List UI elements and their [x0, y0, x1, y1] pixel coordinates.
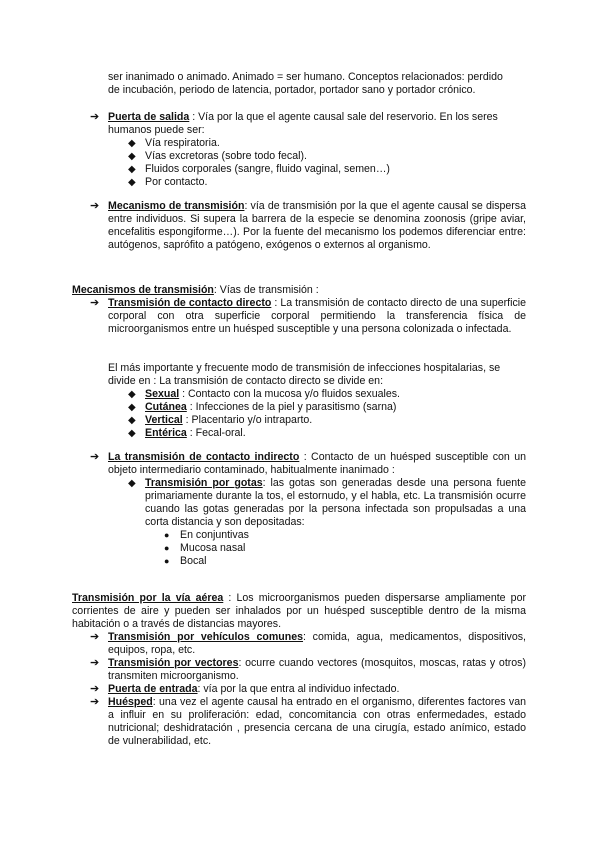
diamond-icon: ◆ [128, 164, 136, 175]
aerea-item [108, 696, 526, 748]
sub-list-item: En conjuntivas [180, 529, 249, 541]
mecanismos-heading-term: Mecanismos de transmisión [72, 284, 214, 296]
mecanismo-paragraph [108, 200, 526, 252]
arrow-icon: ➔ [90, 297, 100, 309]
list-item-term: Vertical [145, 414, 183, 426]
list-item: Por contacto. [145, 176, 208, 188]
aerea-item [108, 683, 526, 696]
list-item [145, 427, 525, 440]
gotas-term: Transmisión por gotas [145, 477, 263, 489]
diamond-icon: ◆ [128, 402, 136, 413]
mecanismo-term: Mecanismo de transmisión [108, 200, 245, 212]
list-item-text: : Infecciones de la piel y parasitismo (sarna) [186, 401, 397, 413]
list-item: Vía respiratoria. [145, 137, 220, 149]
list-item [145, 414, 525, 427]
puerta-salida-line-2: humanos puede ser: [108, 124, 205, 136]
puerta-salida-text: : Vía por la que el agente causal sale del reservorio. En los seres [189, 111, 498, 123]
list-item-term: Sexual [145, 388, 180, 400]
contacto-directo-text: : La transmisión de contacto directo de una superficie corporal con otra superficie corporal permitiendo la transferencia física de microorganismos entre un huésped susceptible y una persona colonizada o infectada. [108, 297, 526, 335]
aerea-item-term: Huésped [108, 696, 153, 708]
aerea-item [108, 657, 526, 683]
aerea-item-text: : ocurre cuando vectores (mosquitos, moscas, ratas y otros) transmiten microorganismo. [108, 657, 527, 682]
arrow-icon: ➔ [90, 657, 100, 669]
contacto-directo-para: El más importante y frecuente modo de transmisión de infecciones hospitalarias, se divide en : La transmisión de contacto directo se divide en: [108, 362, 501, 387]
aerea-item-text: : vía por la que entra al individuo infectado. [197, 683, 400, 695]
gotas-paragraph [145, 477, 526, 529]
aerea-item-term: Transmisión por vehículos comunes [108, 631, 304, 643]
intro-line-2: de incubación, periodo de latencia, portador, portador sano y portador crónico. [108, 84, 476, 96]
list-item: Vías excretoras (sobre todo fecal). [145, 150, 307, 162]
list-item [145, 401, 525, 414]
gotas-text: : las gotas son generadas desde una persona fuente primariamente durante la tos, el estornudo, y el habla, etc. La transmisión ocurre cuando las gotas generadas por la persona infectada son propulsadas a una corta distancia y son depositadas: [145, 477, 527, 528]
intro-line-1: ser inanimado o animado. Animado = ser humano. Conceptos relacionados: perdido [108, 71, 503, 83]
diamond-icon: ◆ [128, 389, 136, 400]
contacto-indirecto-text: : Contacto de un huésped susceptible con un objeto intermediario contaminado, habitualmente inanimado : [108, 451, 527, 476]
puerta-salida-line-1 [108, 111, 528, 124]
contacto-indirecto-term: La transmisión de contacto indirecto [108, 451, 300, 463]
mecanismos-heading-text: : Vías de transmisión : [213, 284, 319, 296]
bullet-dot-icon: ● [164, 556, 170, 566]
arrow-icon: ➔ [90, 111, 100, 123]
aerea-text: : Los microorganismos pueden dispersarse ampliamente por corrientes de aire y pueden ser inhalados por un huésped susceptible dentro de la misma habitación o a través de distancias mayores. [72, 592, 526, 630]
contacto-directo-term: Transmisión de contacto directo [108, 297, 272, 309]
diamond-icon: ◆ [128, 428, 136, 439]
arrow-icon: ➔ [90, 683, 100, 695]
bullet-dot-icon: ● [164, 543, 170, 553]
diamond-icon: ◆ [128, 478, 136, 489]
sub-list-item: Mucosa nasal [180, 542, 246, 554]
aerea-item [108, 631, 526, 657]
diamond-icon: ◆ [128, 138, 136, 149]
arrow-icon: ➔ [90, 451, 100, 463]
list-item-text: : Fecal-oral. [186, 427, 246, 439]
contacto-directo-paragraph [108, 297, 526, 336]
bullet-dot-icon: ● [164, 530, 170, 540]
list-item-term: Cutánea [145, 401, 187, 413]
aerea-item-term: Transmisión por vectores [108, 657, 239, 669]
list-item-text: : Contacto con la mucosa y/o fluidos sexuales. [179, 388, 400, 400]
aerea-paragraph [72, 592, 526, 631]
list-item [145, 388, 525, 401]
list-item-term: Entérica [145, 427, 187, 439]
arrow-icon: ➔ [90, 200, 100, 212]
diamond-icon: ◆ [128, 151, 136, 162]
puerta-salida-term: Puerta de salida [108, 111, 190, 123]
aerea-item-text: : comida, agua, medicamentos, dispositivos, equipos, ropa, etc. [108, 631, 526, 656]
mecanismo-text: : vía de transmisión por la que el agente causal se dispersa entre individuos. Si supera la barrera de la especie se denomina zoonosis (gripe aviar, encefalitis espongiforme…). Por la fuente del mecanismo los podemos diferenciar entre: autógenos, saprófito a patógeno, exógenos o externos al organismo. [108, 200, 526, 251]
aerea-term: Transmisión por la vía aérea [72, 592, 224, 604]
sub-list-item: Bocal [180, 555, 207, 567]
diamond-icon: ◆ [128, 177, 136, 188]
mecanismos-heading [72, 284, 528, 297]
aerea-item-text: : una vez el agente causal ha entrado en el organismo, diferentes factores van a influir en su proliferación: edad, concomitancia con otras enfermedades, estado nutricional; deshidratación , presencia cercana de una cirugía, estado anímico, estado de vulnerabilidad, etc. [108, 696, 526, 747]
list-item: Fluidos corporales (sangre, fluido vaginal, semen…) [145, 163, 390, 175]
arrow-icon: ➔ [90, 631, 100, 643]
aerea-item-term: Puerta de entrada [108, 683, 198, 695]
diamond-icon: ◆ [128, 415, 136, 426]
arrow-icon: ➔ [90, 696, 100, 708]
contacto-indirecto-paragraph [108, 451, 526, 477]
list-item-text: : Placentario y/o intraparto. [182, 414, 313, 426]
